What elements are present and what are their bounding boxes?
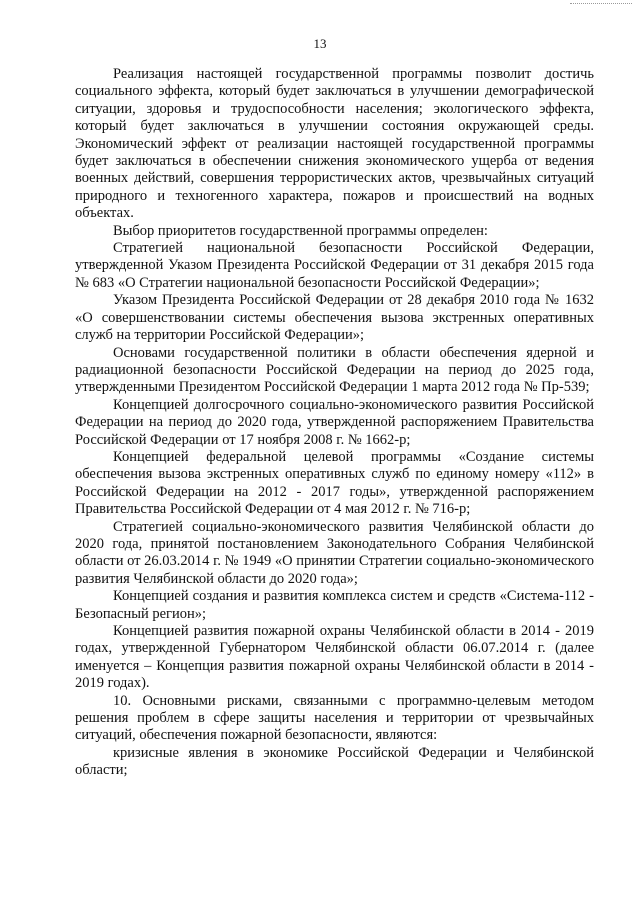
paragraph-risks-intro: 10. Основными рисками, связанными с программно-целевым методом решения проблем в сфере защиты населения и территории от чрезвычайных ситуаций, обеспечения пожарной безопасности, являются: [75,692,594,744]
paragraph-national-security-strategy: Стратегией национальной безопасности Российской Федерации, утвержденной Указом Президента Российской Федерации от 31 декабря 2015 года № 683 «О Стратегии национальной безопасности Российской Федерации»; [75,240,594,291]
scan-corner-mark [570,3,632,6]
paragraph-chelyabinsk-strategy: Стратегией социально-экономического развития Челябинской области до 2020 года, принятой постановлением Законодательного Собрания Челябинской области от 26.03.2014 г. № 1949 «О принятии Стратегии социально-экономического развития Челябинской области до 2020 года»; [75,518,594,587]
paragraph-long-term-concept: Концепцией долгосрочного социально-экономического развития Российской Федерации на период до 2020 года, утвержденной распоряжением Правительства Российской Федерации от 17 ноября 2008 г. № 1662-р; [75,396,594,448]
paragraph-presidential-decree: Указом Президента Российской Федерации от 28 декабря 2010 года № 1632 «О совершенствовании системы обеспечения вызова экстренных оперативных служб на территории Российской Федерации»; [75,292,594,344]
document-body [75,66,594,780]
paragraph-risk-crisis: кризисные явления в экономике Российской Федерации и Челябинской области; [75,744,594,779]
paragraph-effects: Реализация настоящей государственной программы позволит достичь социального эффекта, который будет заключаться в улучшении демографической ситуации, здоровья и трудоспособности населения; экологического эффекта, который будет заключаться в улучшении состояния окружающей среды. Экономический эффект от реализации настоящей государственной программы будет заключаться в обеспечении снижения экономического ущерба от ведения военных действий, совершения террористических актов, чрезвычайных ситуаций природного и техногенного характера, пожаров и происшествий на водных объектах. [75,66,594,222]
paragraph-nuclear-safety-policy: Основами государственной политики в области обеспечения ядерной и радиационной безопасности Российской Федерации на период до 2025 года, утвержденными Президентом Российской Федерации 1 марта 2012 года № Пр-539; [75,344,594,396]
paragraph-fire-service-concept: Концепцией развития пожарной охраны Челябинской области в 2014 - 2019 годах, утвержденной Губернатором Челябинской области 06.07.2014 г. (далее именуется – Концепция развития пожарной охраны Челябинской области в 2014 - 2019 годах). [75,623,594,692]
page-number: 13 [313,36,327,51]
paragraph-system-112-concept: Концепцией создания и развития комплекса систем и средств «Система-112 - Безопасный регион»; [75,588,594,622]
paragraph-priorities-intro: Выбор приоритетов государственной программы определен: [113,222,488,239]
paragraph-federal-program-112: Концепцией федеральной целевой программы «Создание системы обеспечения вызова экстренных оперативных служб по единому номеру «112» в Российской Федерации на 2012 - 2017 годы», утвержденной распоряжением Правительства Российской Федерации от 4 мая 2012 г. № 716-р; [75,448,594,518]
